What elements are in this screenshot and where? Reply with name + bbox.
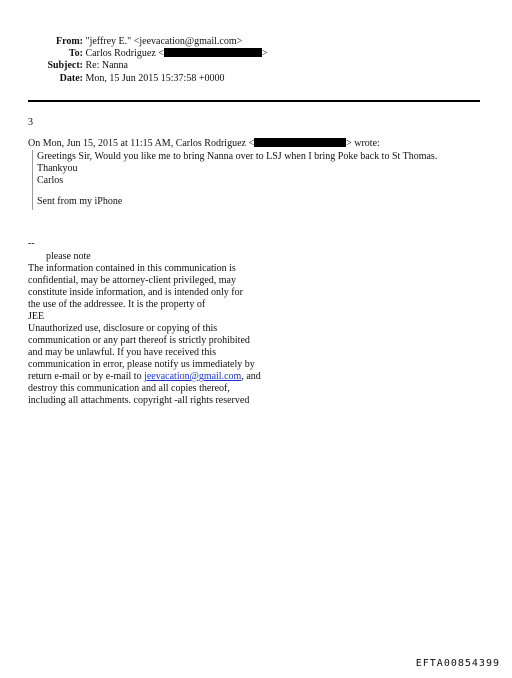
- quoted-line: Thankyou: [37, 163, 78, 174]
- disclaimer-link-line: [28, 371, 261, 383]
- from-value: "jeffrey E." <jeevacation@gmail.com>: [85, 36, 243, 47]
- link-line-prefix: return e-mail or by e-mail to: [28, 371, 145, 382]
- disclaimer-line: the use of the addressee. It is the property of: [28, 299, 206, 310]
- quote-bar: [32, 150, 33, 210]
- disclaimer-line: confidential, may be attorney-client privileged, may: [28, 275, 236, 286]
- quote-intro-prefix: On Mon, Jun 15, 2015 at 11:15 AM, Carlos Rodriguez <: [28, 138, 255, 149]
- reply-text: 3: [28, 117, 33, 128]
- document-id: EFTA00854399: [415, 658, 500, 669]
- email-link[interactable]: jeevacation@gmail.com: [144, 371, 242, 382]
- subject-value: Re: Nanna: [85, 60, 128, 71]
- redaction-block: [254, 138, 346, 147]
- from-row: [40, 36, 242, 48]
- header-divider: [28, 100, 480, 102]
- redaction-block: [164, 48, 262, 57]
- signature-dashes: --: [28, 238, 35, 249]
- quoted-line: Greetings Sir, Would you like me to bring Nanna over to LSJ when I bring Poke back to St Thomas.: [37, 151, 438, 162]
- disclaimer-line: communication in error, please notify us immediately by: [28, 359, 255, 370]
- disclaimer-line: and may be unlawful. If you have received this: [28, 347, 216, 358]
- link-line-suffix: , and: [241, 371, 261, 382]
- subject-row: [40, 60, 128, 72]
- disclaimer-line: The information contained in this communication is: [28, 263, 236, 274]
- date-label: Date:: [59, 73, 83, 84]
- disclaimer-line: including all attachments. copyright -all rights reserved: [28, 395, 250, 406]
- to-value-prefix: Carlos Rodriguez <: [85, 48, 164, 59]
- disclaimer-line: destroy this communication and all copies thereof,: [28, 383, 230, 394]
- quote-intro: [28, 138, 380, 150]
- disclaimer-line: constitute inside information, and is intended only for: [28, 287, 243, 298]
- quoted-line: Carlos: [37, 175, 64, 186]
- to-row: [40, 48, 268, 60]
- quote-intro-suffix: > wrote:: [346, 138, 380, 149]
- to-value-suffix: >: [261, 48, 268, 59]
- from-label: From:: [55, 36, 83, 47]
- disclaimer-line: JEE: [28, 311, 45, 322]
- quoted-line: Sent from my iPhone: [37, 196, 123, 207]
- disclaimer-line: Unauthorized use, disclosure or copying of this: [28, 323, 218, 334]
- note-title: please note: [46, 251, 91, 262]
- to-label: To:: [68, 48, 83, 59]
- disclaimer-line: communication or any part thereof is strictly prohibited: [28, 335, 250, 346]
- date-row: [40, 73, 224, 85]
- date-value: Mon, 15 Jun 2015 15:37:58 +0000: [85, 73, 225, 84]
- subject-label: Subject:: [47, 60, 83, 71]
